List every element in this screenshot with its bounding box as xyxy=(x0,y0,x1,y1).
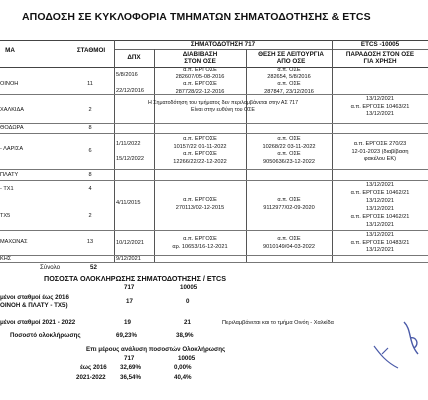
analysis-row-10005: 0,00% xyxy=(174,364,192,371)
percent-row-label: μένοι σταθμοί έως 2016 ΟΙΝΟΗ & ΠΛΑΤΥ - ΤΧ5) xyxy=(0,294,69,309)
row-line-name: ΧΑΛΚΙΔΑ xyxy=(0,107,24,113)
handwritten-mark xyxy=(400,318,428,358)
row-stations: 8 xyxy=(88,125,92,131)
row-date: 1/11/2022 xyxy=(116,141,141,147)
percent-row-717: 17 xyxy=(126,298,133,305)
row-paradosi: 13/12/2021 α.π. ΕΡΓΟΣΕ 10483/21 13/12/2021 xyxy=(350,232,410,254)
row-diavivasi: α.π. ΕΡΓΟΣΕ αρ. 10653/16-12-2021 xyxy=(172,236,228,250)
row-date: 5/8/2016 xyxy=(116,72,138,78)
row-paradosi: α.π. ΕΡΓΟΣΕ 270/23 12-01-2023 (διαβίβαση φακέλου ΕΚ) xyxy=(351,141,409,163)
row-diavivasi: α.π. ΕΡΓΟΣΕ 10157/22 01-11-2022 α.π. ΕΡΓΟΣΕ 12266/22/22-12-2022 xyxy=(173,136,227,165)
percent-row-10005: 38,9% xyxy=(176,332,194,339)
row-date: 22/12/2016 xyxy=(116,88,144,94)
analysis-col-717: 717 xyxy=(124,355,135,362)
total-label: Σύνολο xyxy=(40,264,61,271)
percent-title: ΠΟΣΟΣΤΑ ΟΛΟΚΛΗΡΩΣΗΣ ΣΗΜΑΤΟΔΟΤΗΣΗΣ / ETCS xyxy=(44,274,227,283)
row-note: Η Σηματοδότηση του τμήματος δεν περιλαμβάνεται στην ΑΣ 717 Είναι στην ευθύνη του ΟΣΕ xyxy=(147,100,299,114)
row-date: 4/11/2015 xyxy=(116,200,141,206)
row-paradosi: 13/12/2021 α.π. ΕΡΓΟΣΕ 10462/21 13/12/2021 13/12/2021 α.π. ΕΡΓΟΣΕ 10462/21 13/12/2021 xyxy=(350,182,410,228)
row-line-name: ΜΑΧΩΝΑΣ xyxy=(0,239,28,245)
percent-row-label: Ποσοστό ολοκλήρωσης xyxy=(10,332,81,339)
row-thesi: α.π. ΟΣΕ 9112977/02-09-2020 xyxy=(263,197,315,211)
row-thesi: α.π. ΟΣΕ 10268/22 03-11-2022 α.π. ΟΣΕ 9050636/23-12-2022 xyxy=(262,136,316,165)
percent-col-717: 717 xyxy=(124,284,135,291)
percent-row-717: 19 xyxy=(124,319,131,326)
percent-row-10005: 0 xyxy=(186,298,190,305)
row-paradosi: 13/12/2021 α.π. ΕΡΓΟΣΕ 10463/21 13/12/2021 xyxy=(350,96,410,118)
row-stations: 13 xyxy=(86,239,94,245)
row-date: 15/12/2022 xyxy=(116,156,144,162)
page-title: ΑΠΟΔΟΣΗ ΣΕ ΚΥΚΛΟΦΟΡΙΑ ΤΜΗΜΑΤΩΝ ΣΗΜΑΤΟΔΟΤΗΣΗΣ & ETCS xyxy=(22,11,371,23)
percent-note: Περιλαμβάνεται και το τμήμα Οινόη - Χαλκίδα xyxy=(222,320,334,326)
row-stations: 8 xyxy=(88,172,92,178)
analysis-row-717: 32,69% xyxy=(120,364,141,371)
header-group-etcs: ETCS -10005 xyxy=(360,41,400,48)
analysis-row-717: 36,54% xyxy=(120,374,141,381)
header-stations: ΣΤΑΘΜΟΙ xyxy=(76,47,106,54)
row-stations: 2 xyxy=(88,213,92,219)
analysis-col-10005: 10005 xyxy=(178,355,196,362)
percent-row-10005: 21 xyxy=(184,319,191,326)
analysis-row-label: έως 2016 xyxy=(80,364,107,371)
header-thesi: ΘΕΣΗ ΣΕ ΛΕΙΤΟΥΡΓΙΑ ΑΠΟ ΟΣΕ xyxy=(258,51,324,65)
row-thesi: α.π. ΟΣΕ 282654, 5/8/2016 α.π. ΟΣΕ 287847, 23/12/2016 xyxy=(264,67,314,95)
header-diavivasi: ΔΙΑΒΙΒΑΣΗ ΣΤΟΝ ΟΣΕ xyxy=(182,51,218,65)
row-diavivasi: α.π. ΕΡΓΟΣΕ 282607/05-08-2016 α.π. ΕΡΓΟΣΕ 287728/22-12-2016 xyxy=(175,67,225,95)
row-stations: 11 xyxy=(87,81,93,87)
handwritten-mark xyxy=(372,340,402,370)
row-date: 9/12/2021 xyxy=(116,256,141,262)
analysis-row-label: 2021-2022 xyxy=(76,374,106,381)
header-line: ΜΑ xyxy=(5,47,15,54)
row-thesi: α.π. ΟΣΕ 9010149/04-03-2022 xyxy=(263,236,315,250)
header-paradosi: ΠΑΡΑΔΟΣΗ ΣΤΟΝ ΟΣΕ ΓΙΑ ΧΡΗΣΗ xyxy=(345,51,415,65)
percent-row-717: 69,23% xyxy=(116,332,137,339)
row-line-name: ΘΟΔΩΡΑ xyxy=(0,125,24,131)
total-value: 52 xyxy=(90,264,97,271)
row-stations: 4 xyxy=(88,186,92,192)
row-stations: 6 xyxy=(88,148,92,154)
header-group-717: ΣΗΜΑΤΟΔΟΤΗΣΗ 717 xyxy=(190,41,256,48)
row-line-name: ΤΧ5 xyxy=(0,213,11,219)
analysis-title: Επι μέρους ανάλυση ποσοστών Ολοκλήρωσης xyxy=(86,346,226,353)
row-line-name: ΚΗΣ xyxy=(0,256,12,262)
percent-row-label: μένοι σταθμοί 2021 - 2022 xyxy=(0,319,76,326)
row-line-name: - ΛΑΡΙΣΑ xyxy=(0,146,24,152)
row-stations: 2 xyxy=(88,107,92,113)
analysis-row-10005: 40,4% xyxy=(174,374,192,381)
percent-col-10005: 10005 xyxy=(180,284,198,291)
header-dpx: ΔΠΧ xyxy=(127,54,141,61)
row-line-name: ΟΙΝΟΗ xyxy=(0,81,19,87)
row-diavivasi: α.π. ΕΡΓΟΣΕ 270113/02-12-2015 xyxy=(175,197,225,211)
row-date: 10/12/2021 xyxy=(116,240,144,246)
row-line-name: - ΤΧ1 xyxy=(0,186,14,192)
row-line-name: ΠΛΑΤΥ xyxy=(0,172,19,178)
